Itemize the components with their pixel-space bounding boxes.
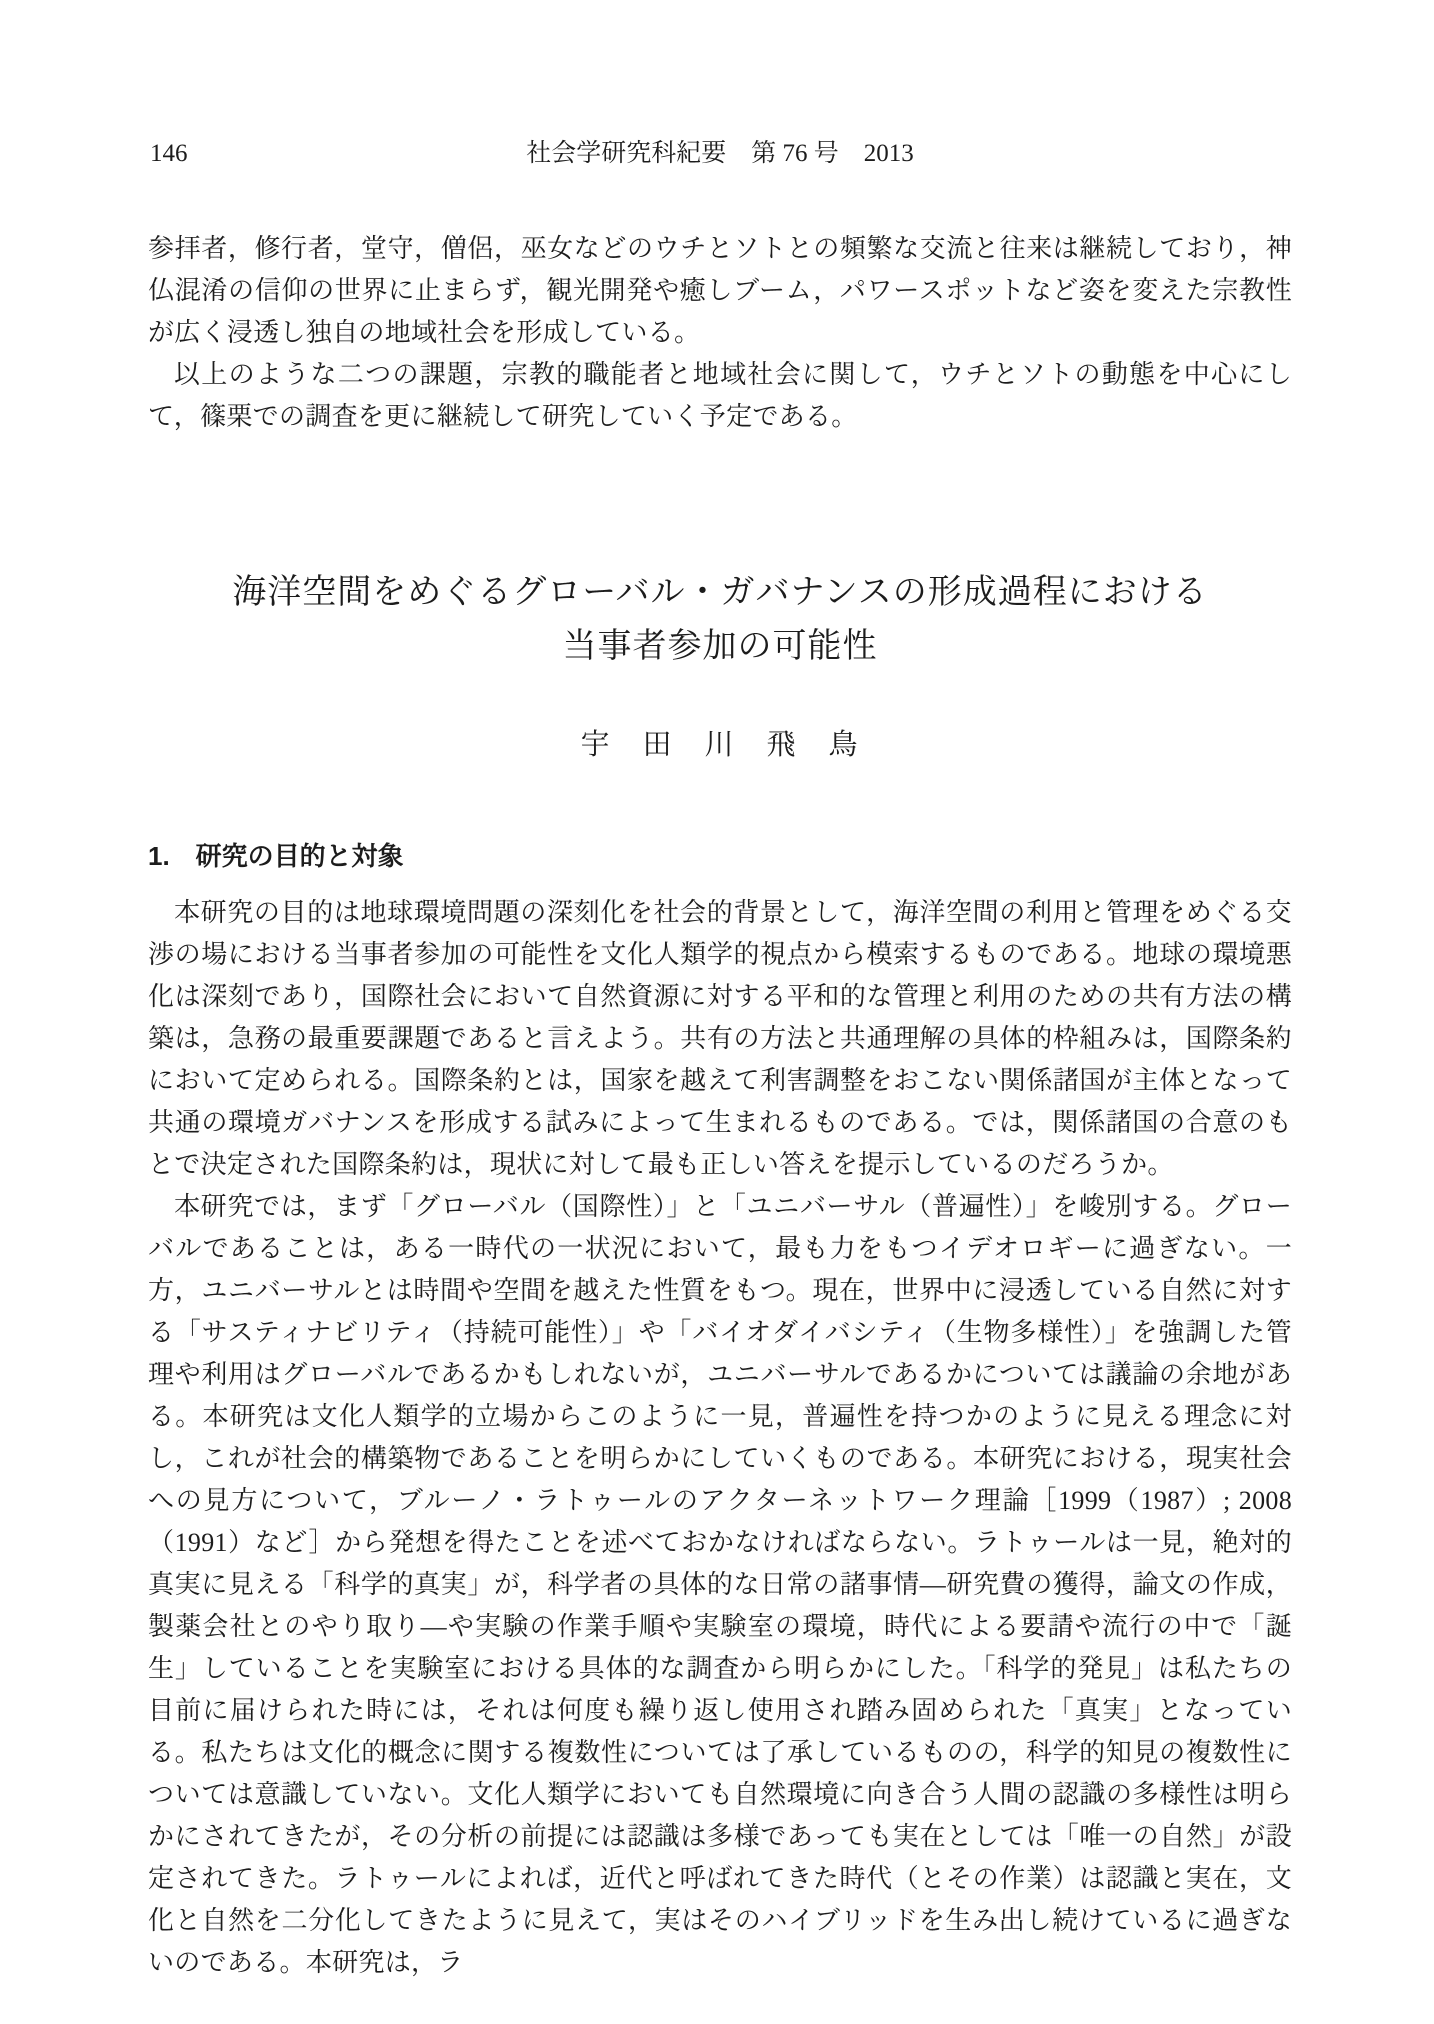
page-header (148, 138, 1292, 170)
article-paragraph: 本研究では，まず「グローバル（国際性）」と「ユニバーサル（普遍性）」を峻別する。グローバルであることは，ある一時代の一状況において，最も力をもつイデオロギーに過ぎない。一方，ユニバーサルとは時間や空間を越えた性質をもつ。現在，世界中に浸透している自然に対する「サスティナビリティ（持続可能性）」や「バイオダイバシティ（生物多様性）」を強調した管理や利用はグローバルであるかもしれないが，ユニバーサルであるかについては議論の余地がある。本研究は文化人類学的立場からこのように一見，普遍性を持つかのように見える理念に対し，これが社会的構築物であることを明らかにしていくものである。本研究における，現実社会への見方について，ブルーノ・ラトゥールのアクターネットワーク理論［1999（1987）; 2008（1991）など］から発想を得たことを述べておかなければならない。ラトゥールは一見，絶対的真実に見える「科学的真実」が，科学者の具体的な日常の諸事情―研究費の獲得，論文の作成，製薬会社とのやり取り―や実験の作業手順や実験室の環境，時代による要請や流行の中で「誕生」していることを実験室における具体的な調査から明らかにした。「科学的発見」は私たちの目前に届けられた時には，それは何度も繰り返し使用され踏み固められた「真実」となっている。私たちは文化的概念に関する複数性については了承しているものの，科学的知見の複数性については意識していない。文化人類学においても自然環境に向き合う人間の認識の多様性は明らかにされてきたが，その分析の前提には認識は多様であっても実在としては「唯一の自然」が設定されてきた。ラトゥールによれば，近代と呼ばれてきた時代（とその作業）は認識と実在，文化と自然を二分化してきたように見えて，実はそのハイブリッドを生み出し続けているに過ぎないのである。本研究は，ラ (148, 1192, 1292, 1977)
author-name: 宇 田 川 飛 鳥 (580, 729, 860, 761)
previous-article-ending (148, 228, 1292, 438)
journal-header-line: 社会学研究科紀要 第 76 号 2013 (526, 140, 914, 167)
article-title-line-2: 当事者参加の可能性 (562, 628, 878, 665)
section-heading-1: 1. 研究の目的と対象 (148, 841, 404, 871)
article-title-line-1: 海洋空間をめぐるグローバル・ガバナンスの形成過程における (232, 574, 1208, 611)
previous-article-paragraph: 以上のような二つの課題，宗教的職能者と地域社会に関して，ウチとソトの動態を中心にして，篠栗での調査を更に継続して研究していく予定である。 (148, 360, 1292, 431)
article-paragraph: 本研究の目的は地球環境問題の深刻化を社会的背景として，海洋空間の利用と管理をめぐる交渉の場における当事者参加の可能性を文化人類学的視点から模索するものである。地球の環境悪化は深刻であり，国際社会において自然資源に対する平和的な管理と利用のための共有方法の構築は，急務の最重要課題であると言えよう。共有の方法と共通理解の具体的枠組みは，国際条約において定められる。国際条約とは，国家を越えて利害調整をおこない関係諸国が主体となって共通の環境ガバナンスを形成する試みによって生まれるものである。では，関係諸国の合意のもとで決定された国際条約は，現状に対して最も正しい答えを提示しているのだろうか。 (148, 898, 1292, 1179)
previous-article-paragraph: 参拝者，修行者，堂守，僧侶，巫女などのウチとソトとの頻繁な交流と往来は継続しており，神仏混淆の信仰の世界に止まらず，観光開発や癒しブーム，パワースポットなど姿を変えた宗教性が広く浸透し独自の地域社会を形成している。 (148, 234, 1292, 347)
article-start (148, 566, 1292, 1984)
section-1-body (148, 892, 1292, 1984)
article-title (148, 566, 1292, 674)
page-number: 146 (150, 140, 188, 167)
